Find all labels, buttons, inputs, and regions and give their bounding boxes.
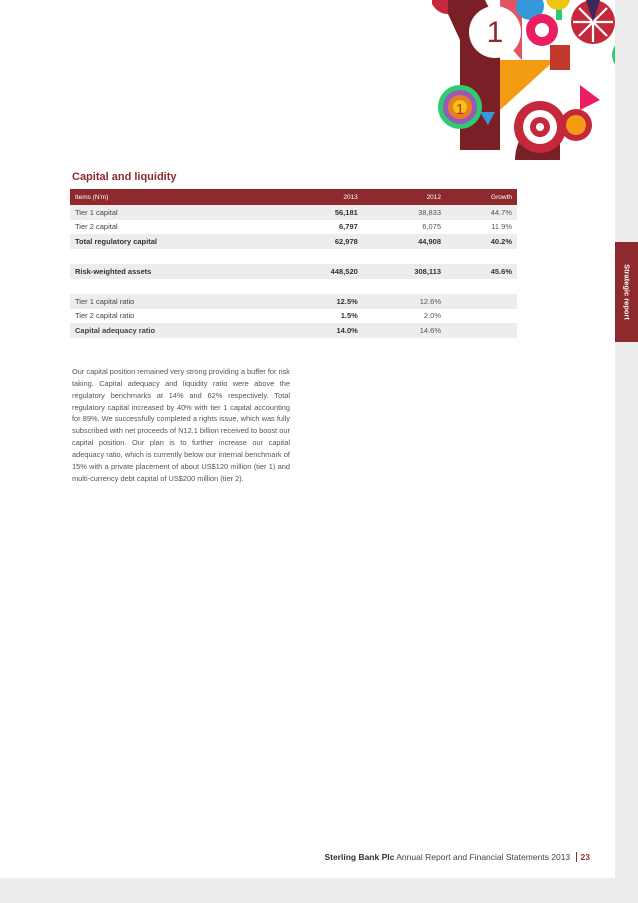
- header-growth: Growth: [446, 189, 517, 205]
- table-spacer-row: [70, 279, 517, 295]
- row-label: Tier 2 capital ratio: [75, 311, 135, 321]
- capital-table: [70, 189, 517, 338]
- value-2013: 12.5%: [279, 294, 363, 309]
- value-growth: 45.6%: [446, 264, 517, 279]
- table-row: [70, 264, 517, 279]
- value-growth: [446, 294, 517, 309]
- page-number: 23: [576, 852, 590, 862]
- value-2013: 448,520: [279, 264, 363, 279]
- row-label: Tier 1 capital ratio: [70, 294, 279, 309]
- value-growth: 44.7%: [446, 205, 517, 220]
- table-row: [70, 309, 517, 324]
- decor-number-small: 1: [455, 101, 465, 118]
- side-tab-label: Strategic report: [622, 264, 631, 320]
- body-paragraph: Our capital position remained very strong providing a buffer for risk taking. Capital adequacy and liquidity ratio were above the regulatory benchmarks at 14% and 62% respectively. Total regulatory capital increased by 40% with tier 1 capital accounting for 89%. We successfully completed a rights issue, which was fully subscribed with net proceeds of N12.1 billion received to boost our capital position. Our plan is to further increase our capital adequacy ratio, which is currently below our internal benchmark of 15% with a private placement of about US$120 million (tier 1) and multi-currency debt capital of US$200 million (tier 2).: [72, 367, 290, 483]
- value-growth: [446, 309, 517, 324]
- row-label: Risk-weighted assets: [70, 264, 279, 279]
- header-2013: 2013: [279, 189, 363, 205]
- value-2012: 2.0%: [423, 311, 442, 321]
- table-row: [70, 205, 517, 220]
- table-row: [70, 234, 517, 249]
- value-2013: 62,978: [279, 234, 363, 249]
- value-growth: 11.9%: [491, 222, 512, 232]
- table-row: [70, 323, 517, 338]
- value-growth: 40.2%: [446, 234, 517, 249]
- table-header-row: [70, 189, 517, 205]
- footer-company: Sterling Bank Plc: [324, 852, 395, 862]
- value-2012: 6,075: [422, 222, 442, 232]
- value-2013: 1.5%: [340, 311, 358, 321]
- row-label: Total regulatory capital: [70, 234, 279, 249]
- footer-report-title: Annual Report and Financial Statements 2013: [396, 852, 571, 862]
- value-2012: 308,113: [363, 264, 446, 279]
- decorative-graphic: [430, 0, 615, 160]
- value-2012: 12.6%: [363, 294, 446, 309]
- decor-number: 1: [486, 16, 504, 49]
- value-2013: 6,797: [339, 222, 358, 232]
- value-2012: 14.6%: [363, 323, 446, 338]
- header-items: Items (N'm): [70, 189, 279, 205]
- section-title: Capital and liquidity: [72, 171, 177, 183]
- row-label: Capital adequacy ratio: [70, 323, 279, 338]
- table-spacer-row: [70, 249, 517, 265]
- value-2012: 44,908: [363, 234, 446, 249]
- section-side-tab[interactable]: [615, 242, 638, 342]
- page-footer: [324, 852, 590, 862]
- value-2013: 14.0%: [279, 323, 363, 338]
- value-growth: [446, 323, 517, 338]
- row-label: Tier 2 capital: [75, 222, 118, 232]
- header-2012: 2012: [363, 189, 446, 205]
- value-2012: 38,833: [363, 205, 446, 220]
- table-row: [70, 294, 517, 309]
- table-row: [70, 220, 517, 235]
- row-label: Tier 1 capital: [70, 205, 279, 220]
- value-2013: 56,181: [279, 205, 363, 220]
